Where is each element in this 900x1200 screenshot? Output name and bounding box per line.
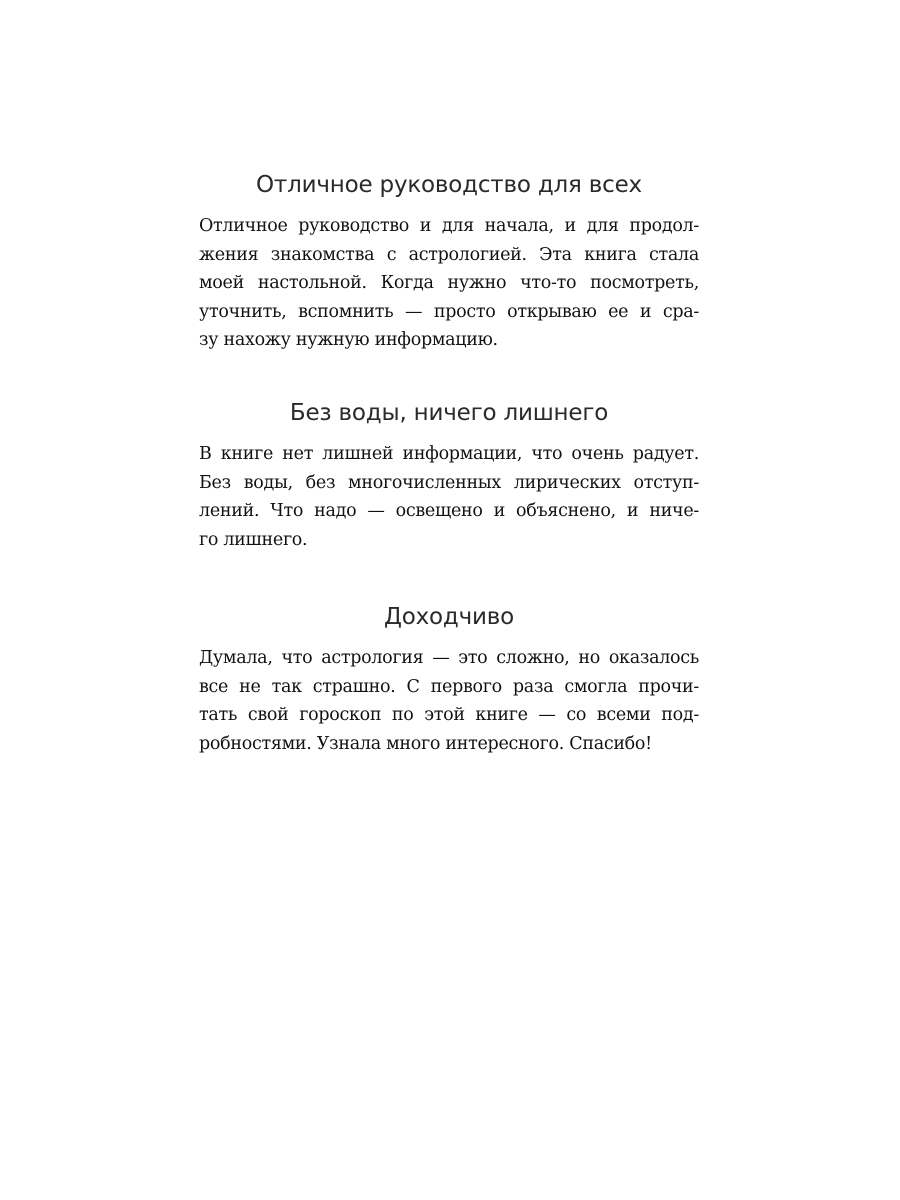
- review-text-line: Без воды, без многочисленных лирических отступ-: [199, 472, 699, 493]
- review-text-line: го лишнего.: [199, 529, 308, 550]
- review-heading: Доходчиво: [384, 604, 514, 630]
- review-text-line: тать свой гороскоп по этой книге — со всеми под-: [199, 705, 699, 726]
- review-text-line: все не так страшно. С первого раза смогла прочи-: [199, 676, 699, 697]
- review-text: [199, 440, 699, 554]
- review-section: [199, 600, 699, 758]
- review-text-line: моей настольной. Когда нужно что-то посмотреть,: [199, 273, 699, 294]
- review-text-line: Думала, что астрология — это сложно, но оказалось: [199, 648, 699, 668]
- review-section: [199, 168, 699, 355]
- review-text-line: жения знакомства с астрологией. Эта книга стала: [199, 244, 699, 265]
- review-section: [199, 396, 699, 554]
- review-text-line: зу нахожу нужную информацию.: [199, 330, 498, 351]
- review-text: [199, 644, 699, 758]
- review-text-line: робностями. Узнала много интересного. Спасибо!: [199, 733, 652, 754]
- review-text-line: Отличное руководство и для начала, и для продол-: [199, 216, 699, 236]
- review-text-line: уточнить, вспомнить — просто открываю ее и сра-: [199, 301, 699, 322]
- review-text-line: В книге нет лишней информации, что очень радует.: [199, 444, 699, 464]
- review-text: [199, 212, 699, 355]
- review-text-line: лений. Что надо — освещено и объяснено, и ниче-: [199, 501, 699, 522]
- review-heading: Без воды, ничего лишнего: [289, 400, 609, 426]
- review-heading: Отличное руководство для всех: [256, 172, 642, 198]
